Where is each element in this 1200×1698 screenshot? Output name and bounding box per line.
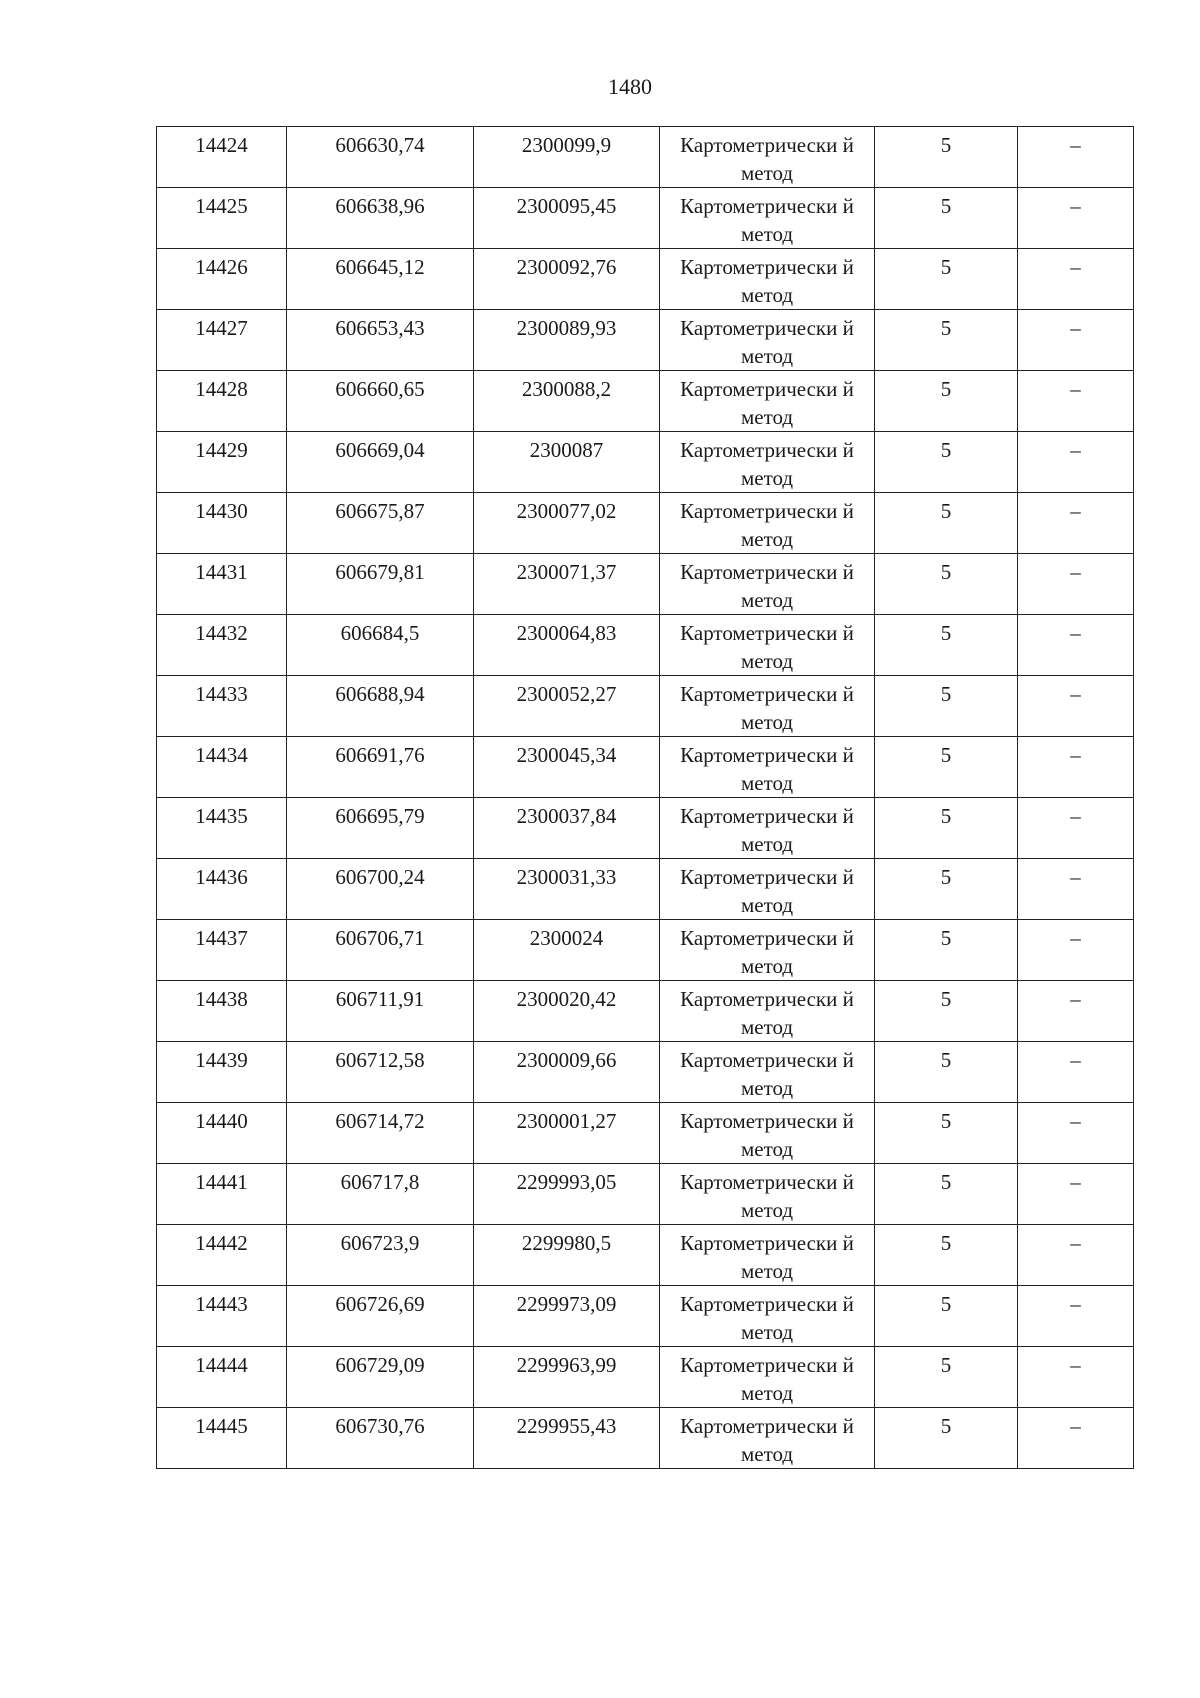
note-cell: – bbox=[1018, 859, 1134, 920]
table-row bbox=[157, 859, 1134, 920]
x-coordinate-cell: 606679,81 bbox=[287, 554, 474, 615]
accuracy-cell: 5 bbox=[875, 493, 1018, 554]
note-cell: – bbox=[1018, 371, 1134, 432]
x-coordinate-cell: 606630,74 bbox=[287, 127, 474, 188]
accuracy-cell: 5 bbox=[875, 1225, 1018, 1286]
accuracy-cell: 5 bbox=[875, 1286, 1018, 1347]
accuracy-cell: 5 bbox=[875, 920, 1018, 981]
note-cell: – bbox=[1018, 676, 1134, 737]
point-number-cell: 14440 bbox=[157, 1103, 287, 1164]
accuracy-cell: 5 bbox=[875, 1164, 1018, 1225]
accuracy-cell: 5 bbox=[875, 676, 1018, 737]
note-cell: – bbox=[1018, 310, 1134, 371]
y-coordinate-cell: 2300089,93 bbox=[474, 310, 660, 371]
table-row bbox=[157, 1042, 1134, 1103]
point-number-cell: 14432 bbox=[157, 615, 287, 676]
y-coordinate-cell: 2300037,84 bbox=[474, 798, 660, 859]
y-coordinate-cell: 2300009,66 bbox=[474, 1042, 660, 1103]
table-row bbox=[157, 371, 1134, 432]
note-cell: – bbox=[1018, 737, 1134, 798]
point-number-cell: 14426 bbox=[157, 249, 287, 310]
point-number-cell: 14436 bbox=[157, 859, 287, 920]
y-coordinate-cell: 2299955,43 bbox=[474, 1408, 660, 1469]
point-number-cell: 14445 bbox=[157, 1408, 287, 1469]
note-cell: – bbox=[1018, 188, 1134, 249]
method-cell: Картометрически й метод bbox=[660, 493, 875, 554]
table-row bbox=[157, 1164, 1134, 1225]
note-cell: – bbox=[1018, 493, 1134, 554]
point-number-cell: 14442 bbox=[157, 1225, 287, 1286]
accuracy-cell: 5 bbox=[875, 981, 1018, 1042]
method-cell: Картометрически й метод bbox=[660, 554, 875, 615]
accuracy-cell: 5 bbox=[875, 798, 1018, 859]
point-number-cell: 14431 bbox=[157, 554, 287, 615]
x-coordinate-cell: 606688,94 bbox=[287, 676, 474, 737]
method-cell: Картометрически й метод bbox=[660, 920, 875, 981]
point-number-cell: 14433 bbox=[157, 676, 287, 737]
accuracy-cell: 5 bbox=[875, 371, 1018, 432]
x-coordinate-cell: 606726,69 bbox=[287, 1286, 474, 1347]
y-coordinate-cell: 2300088,2 bbox=[474, 371, 660, 432]
table-row bbox=[157, 188, 1134, 249]
accuracy-cell: 5 bbox=[875, 1408, 1018, 1469]
note-cell: – bbox=[1018, 1164, 1134, 1225]
note-cell: – bbox=[1018, 920, 1134, 981]
x-coordinate-cell: 606660,65 bbox=[287, 371, 474, 432]
method-cell: Картометрически й метод bbox=[660, 1286, 875, 1347]
note-cell: – bbox=[1018, 1347, 1134, 1408]
note-cell: – bbox=[1018, 127, 1134, 188]
table-row bbox=[157, 249, 1134, 310]
y-coordinate-cell: 2300087 bbox=[474, 432, 660, 493]
note-cell: – bbox=[1018, 1042, 1134, 1103]
note-cell: – bbox=[1018, 1408, 1134, 1469]
y-coordinate-cell: 2299993,05 bbox=[474, 1164, 660, 1225]
page-number: 1480 bbox=[608, 74, 652, 99]
note-cell: – bbox=[1018, 432, 1134, 493]
note-cell: – bbox=[1018, 249, 1134, 310]
method-cell: Картометрически й метод bbox=[660, 1347, 875, 1408]
table-row bbox=[157, 1225, 1134, 1286]
table-row bbox=[157, 676, 1134, 737]
x-coordinate-cell: 606730,76 bbox=[287, 1408, 474, 1469]
table-body bbox=[157, 127, 1134, 1469]
accuracy-cell: 5 bbox=[875, 188, 1018, 249]
method-cell: Картометрически й метод bbox=[660, 310, 875, 371]
y-coordinate-cell: 2300064,83 bbox=[474, 615, 660, 676]
table-row bbox=[157, 920, 1134, 981]
accuracy-cell: 5 bbox=[875, 127, 1018, 188]
point-number-cell: 14443 bbox=[157, 1286, 287, 1347]
method-cell: Картометрически й метод bbox=[660, 188, 875, 249]
y-coordinate-cell: 2299963,99 bbox=[474, 1347, 660, 1408]
accuracy-cell: 5 bbox=[875, 432, 1018, 493]
method-cell: Картометрически й метод bbox=[660, 1408, 875, 1469]
method-cell: Картометрически й метод bbox=[660, 676, 875, 737]
point-number-cell: 14425 bbox=[157, 188, 287, 249]
table-row bbox=[157, 981, 1134, 1042]
x-coordinate-cell: 606669,04 bbox=[287, 432, 474, 493]
table-row bbox=[157, 554, 1134, 615]
x-coordinate-cell: 606675,87 bbox=[287, 493, 474, 554]
note-cell: – bbox=[1018, 798, 1134, 859]
x-coordinate-cell: 606638,96 bbox=[287, 188, 474, 249]
point-number-cell: 14439 bbox=[157, 1042, 287, 1103]
note-cell: – bbox=[1018, 1225, 1134, 1286]
point-number-cell: 14444 bbox=[157, 1347, 287, 1408]
point-number-cell: 14428 bbox=[157, 371, 287, 432]
y-coordinate-cell: 2300071,37 bbox=[474, 554, 660, 615]
x-coordinate-cell: 606684,5 bbox=[287, 615, 474, 676]
method-cell: Картометрически й метод bbox=[660, 371, 875, 432]
method-cell: Картометрически й метод bbox=[660, 615, 875, 676]
y-coordinate-cell: 2300001,27 bbox=[474, 1103, 660, 1164]
coordinates-table bbox=[156, 126, 1134, 1469]
table-row bbox=[157, 1347, 1134, 1408]
table-row bbox=[157, 493, 1134, 554]
accuracy-cell: 5 bbox=[875, 249, 1018, 310]
method-cell: Картометрически й метод bbox=[660, 859, 875, 920]
accuracy-cell: 5 bbox=[875, 737, 1018, 798]
y-coordinate-cell: 2300099,9 bbox=[474, 127, 660, 188]
accuracy-cell: 5 bbox=[875, 1103, 1018, 1164]
accuracy-cell: 5 bbox=[875, 1042, 1018, 1103]
point-number-cell: 14430 bbox=[157, 493, 287, 554]
method-cell: Картометрически й метод bbox=[660, 737, 875, 798]
point-number-cell: 14434 bbox=[157, 737, 287, 798]
method-cell: Картометрически й метод bbox=[660, 432, 875, 493]
table-row bbox=[157, 127, 1134, 188]
x-coordinate-cell: 606712,58 bbox=[287, 1042, 474, 1103]
point-number-cell: 14424 bbox=[157, 127, 287, 188]
table-row bbox=[157, 798, 1134, 859]
accuracy-cell: 5 bbox=[875, 1347, 1018, 1408]
x-coordinate-cell: 606695,79 bbox=[287, 798, 474, 859]
y-coordinate-cell: 2300077,02 bbox=[474, 493, 660, 554]
accuracy-cell: 5 bbox=[875, 310, 1018, 371]
point-number-cell: 14435 bbox=[157, 798, 287, 859]
y-coordinate-cell: 2300045,34 bbox=[474, 737, 660, 798]
x-coordinate-cell: 606729,09 bbox=[287, 1347, 474, 1408]
point-number-cell: 14427 bbox=[157, 310, 287, 371]
point-number-cell: 14429 bbox=[157, 432, 287, 493]
x-coordinate-cell: 606717,8 bbox=[287, 1164, 474, 1225]
x-coordinate-cell: 606645,12 bbox=[287, 249, 474, 310]
y-coordinate-cell: 2300095,45 bbox=[474, 188, 660, 249]
accuracy-cell: 5 bbox=[875, 615, 1018, 676]
table-row bbox=[157, 737, 1134, 798]
y-coordinate-cell: 2300092,76 bbox=[474, 249, 660, 310]
point-number-cell: 14437 bbox=[157, 920, 287, 981]
y-coordinate-cell: 2299980,5 bbox=[474, 1225, 660, 1286]
x-coordinate-cell: 606700,24 bbox=[287, 859, 474, 920]
x-coordinate-cell: 606653,43 bbox=[287, 310, 474, 371]
method-cell: Картометрически й метод bbox=[660, 1103, 875, 1164]
table-row bbox=[157, 1103, 1134, 1164]
accuracy-cell: 5 bbox=[875, 859, 1018, 920]
method-cell: Картометрически й метод bbox=[660, 1225, 875, 1286]
x-coordinate-cell: 606691,76 bbox=[287, 737, 474, 798]
table-row bbox=[157, 1286, 1134, 1347]
note-cell: – bbox=[1018, 981, 1134, 1042]
method-cell: Картометрически й метод bbox=[660, 798, 875, 859]
y-coordinate-cell: 2299973,09 bbox=[474, 1286, 660, 1347]
method-cell: Картометрически й метод bbox=[660, 127, 875, 188]
method-cell: Картометрически й метод bbox=[660, 249, 875, 310]
y-coordinate-cell: 2300052,27 bbox=[474, 676, 660, 737]
note-cell: – bbox=[1018, 1286, 1134, 1347]
table-row bbox=[157, 1408, 1134, 1469]
y-coordinate-cell: 2300031,33 bbox=[474, 859, 660, 920]
note-cell: – bbox=[1018, 554, 1134, 615]
table-row bbox=[157, 432, 1134, 493]
point-number-cell: 14441 bbox=[157, 1164, 287, 1225]
method-cell: Картометрически й метод bbox=[660, 1164, 875, 1225]
method-cell: Картометрически й метод bbox=[660, 981, 875, 1042]
table-row bbox=[157, 615, 1134, 676]
x-coordinate-cell: 606706,71 bbox=[287, 920, 474, 981]
x-coordinate-cell: 606723,9 bbox=[287, 1225, 474, 1286]
y-coordinate-cell: 2300020,42 bbox=[474, 981, 660, 1042]
x-coordinate-cell: 606711,91 bbox=[287, 981, 474, 1042]
note-cell: – bbox=[1018, 615, 1134, 676]
y-coordinate-cell: 2300024 bbox=[474, 920, 660, 981]
table-row bbox=[157, 310, 1134, 371]
note-cell: – bbox=[1018, 1103, 1134, 1164]
method-cell: Картометрически й метод bbox=[660, 1042, 875, 1103]
x-coordinate-cell: 606714,72 bbox=[287, 1103, 474, 1164]
accuracy-cell: 5 bbox=[875, 554, 1018, 615]
point-number-cell: 14438 bbox=[157, 981, 287, 1042]
